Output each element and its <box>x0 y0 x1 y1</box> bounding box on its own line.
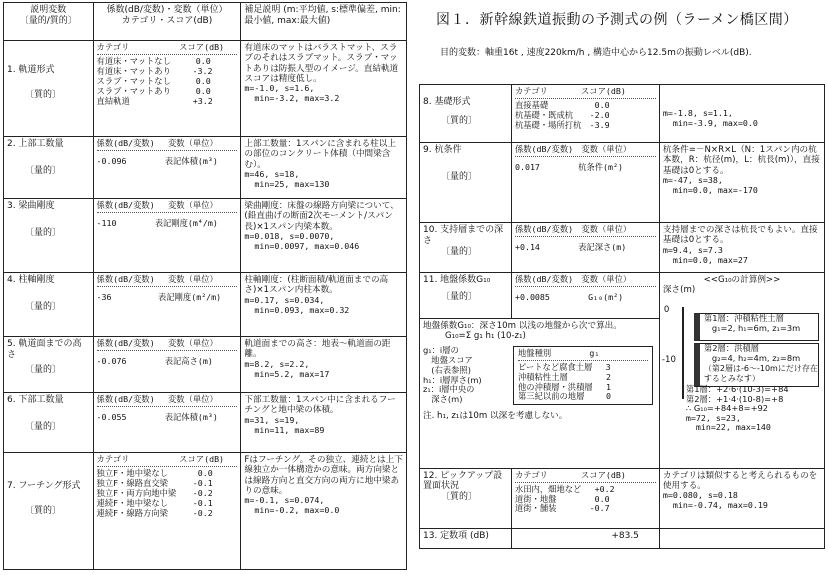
soil-score-table: 地盤種別 g₁ ピートなど腐食土層 3 沖積粘性土層 2 他の沖積層・洪積層 1 第三紀以前の地層 0 <box>513 346 653 406</box>
table-row: 9. 杭条件 〔量的〕 係数(dB/変数) 変数（単位） 0.017 杭条件(m²) 杭条件=－N×R×L（N：1スパン内の杭本数，R：杭径(m)，L：杭長(m)），直接基礎は0とする。 m=-47, s=38, min=0.0, max=-170 <box>420 143 825 223</box>
constant-value: +83.5 <box>511 528 659 548</box>
table-row: 8. 基礎形式 〔質的〕 カテゴリ スコア(dB) 直接基礎 0.0 杭基礎・既成杭 -2.0 杭基礎・場所打杭 -3.9 m=-1.8, s=1.1, min=-3.9, max=0.0 <box>420 85 825 143</box>
right-table <box>419 84 825 549</box>
table-row: 5. 軌道面までの高さ 〔量的〕 係数(dB/変数) 変数（単位） -0.076 表記高さ(m) 軌道面までの高さ：地表～軌道面の距離。 m=8.2, s=2.2, min=5.2, max=17 <box>4 337 407 393</box>
table-row: 2. 上部工数量 〔量的〕 係数(dB/変数) 変数（単位） -0.096 表記体積(m³) 上部工数量：1スパンに含まれる柱以上の部位のコンクリート体積（中間梁含む）。 m=46, s=18, min=25, max=130 <box>4 137 407 199</box>
depth-axis <box>682 307 684 399</box>
header-variable: 説明変数 〔量的/質的〕 <box>4 3 94 41</box>
table-row: 1. 軌道形式 〔質的〕 カテゴリ スコア(dB) 有道床・マットなし 0.0 有道床・マットあり -3.2 スラブ・マットなし 0.0 スラブ・マットあり 0.0 直結軌道 +3.2 有道床のマットはバラストマット、スラブのそれはスラブマット。スラブ・マットありは防振人型のイメージ。直結軌道スコアは精度低し。 m=-1.0, s=1.6, min=-3.2, max=3.2 <box>4 41 407 137</box>
figure-subtitle: 目的変数：軸重16t , 速度220km/h , 構造中心から12.5mの振動レベル(dB). <box>440 48 752 58</box>
g10-heading: <<G₁₀の計算例>> <box>703 275 781 285</box>
table-row: 3. 梁曲剛度 〔量的〕 係数(dB/変数) 変数（単位） -110 表記剛度(m⁴/m) 梁曲剛度：床盤の線路方向梁について、(鉛直曲げの断面2次モーメント/スパン長)×1スパン内梁本数。 m=0.018, s=0.0070, min=0.0097, max=0.046 <box>4 199 407 273</box>
header-coef: 係数(dB/変数)・変数（単位） カテゴリ・スコア(dB) <box>93 3 241 41</box>
table-row: 11. 地盤係数G₁₀ 〔量的〕 係数(dB/変数) 変数（単位） +0.0085 G₁₀(m²) <<G₁₀の計算例>> 深さ(m) 0 第1層：沖積粘性土層 g₁=2, h₁=6m, z₁=3m 第2層：洪積層 g₂=4, h₂=4m, z₂=8m （第2層は-6～-10mにだけ存在するとみなす） -10 第1層：+2·6·(10-3)=+84 第2層：+1·4·(10-8)=+8 ∴ G₁₀=+84+8=+92 m=72, s=23, min=22, max=140 <box>420 273 825 319</box>
figure-title: 図１．新幹線鉄道振動の予測式の例（ラーメン橋区間） <box>436 12 798 28</box>
soil-layer-1: 第1層：沖積粘性土層 g₁=2, h₁=6m, z₁=3m <box>694 313 819 341</box>
header-note: 補足説明 (m:平均値, s:標準偏差, min:最小値, max:最大値) <box>241 3 407 41</box>
soil-layer-2: 第2層：洪積層 g₂=4, h₂=4m, z₂=8m （第2層は-6～-10mにだけ存在するとみなす） <box>694 343 819 387</box>
table-row: 7. フーチング形式 〔質的〕 カテゴリ スコア(dB) 独立F・地中梁なし 0.0 独立F・線路直交梁 -0.1 独立F・両方向地中梁 -0.2 連続F・地中梁なし -0.1 連続F・線路方向梁 -0.2 Fはフーチング。その独立、連続とは上下線独立か一体構造かの意味。両方向梁とは線路方向と直交方向の両方に地中梁ありの意味。 m=-0.1, s=0.074, min=-0.2, max=0.0 <box>4 453 407 570</box>
table-row: 12. ピックアップ設置面状況 〔質的〕 カテゴリ スコア(dB) 水田内，畑地など +0.2 道街・地盤 0.0 道街・舗装 -0.7 カテゴリは類似すると考えられるものを使用する。 m=0.080, s=0.18 min=-0.74, max=0.19 <box>420 468 825 528</box>
table-row: 地盤係数G₁₀：深さ10m 以浅の地盤から次で算出。 G₁₀=Σ g₁ h₁ (10-z₁) g₁：i層の 地盤スコア (右表参照) h₁：i層厚さ(m) z₁：i層中央の 深さ(m) 地盤種別 g₁ ピートなど腐食土層 3 沖積粘性土層 2 他の沖積層・洪積層 1 第三紀以前の地層 0 注. h₁, z₁は10m 以深を考慮しない。 <box>420 319 825 469</box>
table-row: 4. 柱軸剛度 〔量的〕 係数(dB/変数) 変数（単位） -36 表記剛度(m²/m) 柱軸剛度：(柱断面積/軌道面までの高さ)×1スパン内柱本数。 m=0.17, s=0.034, min=0.093, max=0.32 <box>4 273 407 337</box>
table-row: 10. 支持層までの深さ 〔量的〕 係数(dB/変数) 変数（単位） +0.14 表記深さ(m) 支持層までの深さは杭長でもよい。直接基礎は0とする。 m=9.4, s=7.3 min=0.0, max=27 <box>420 223 825 273</box>
table-row: 13. 定数項 (dB) +83.5 <box>420 528 825 548</box>
left-table <box>3 2 407 570</box>
table-row: 6. 下部工数量 〔量的〕 係数(dB/変数) 変数（単位） -0.055 表記体積(m³) 下部工数量：1スパン中に含まれるフーチングと地中梁の体積。 m=31, s=19, min=11, max=89 <box>4 393 407 453</box>
